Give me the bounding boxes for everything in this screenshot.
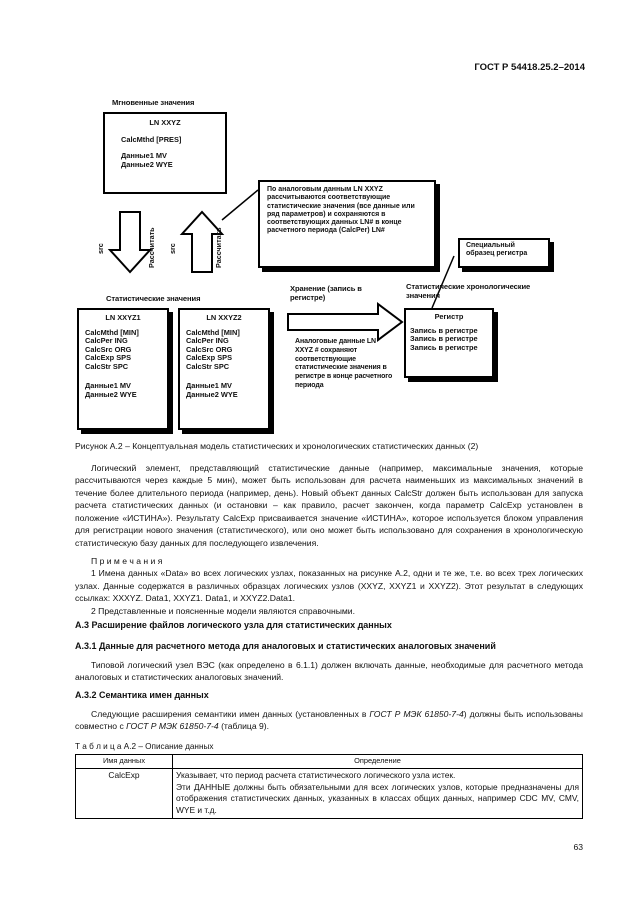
src-label: src [168,243,177,254]
paragraph-2-text: Типовой логический узел ВЭС (как определено в 6.1.1) должен включать данные, необходимые для расчетного метода аналоговых и статистических аналоговых значений. [75,660,583,683]
src-label: src [96,243,105,254]
table-cell-definition [173,768,583,818]
paragraph-2 [75,659,583,684]
table-header: Имя данных [76,755,173,769]
stat-box-2-line: CalcPer ING [186,336,229,346]
paragraph-3-part: (таблица 9). [218,721,270,732]
standard-reference: ГОСТ Р МЭК 61850-7-4 [369,709,464,719]
paragraph-1 [75,462,583,549]
note-1: 1 Имена данных «Data» во всех логических узлах, показанных на рисунке А.2, одни и те же, т.е. во всех трех логических узлах. Данные содержатся в различных образцах логических узлов (XXYZ, XXYZ1 и XXYZ2). Этот результат в следующих ссылках: XXXYZ. Data1, XXYZ1. Data1, и XXYZ2.Data1. [75,568,583,604]
stat-box-1-line: Данные1 MV [85,381,131,391]
chrono-values-label: Статистические хронологические значения [406,282,531,301]
table-caption: Т а б л и ц а А.2 – Описание данных [75,742,214,751]
stat-box-1-line: CalcSrc ORG [85,344,132,354]
paragraph-3-part: Следующие расширения семантики имен данных (установленных в [91,709,370,719]
table-header-row [76,755,583,769]
stat-box-2-line: CalcMthd [MIN] [186,327,240,337]
stat-box-1-line: CalcMthd [MIN] [85,327,139,337]
register-title: Регистр [434,312,464,321]
special-register-box [458,238,550,268]
standard-reference: ГОСТ Р МЭК 61850-7-4 [126,721,219,732]
paragraph-3-part: ) должны быть использованы совместно с [75,709,583,732]
stat-box-2-title: LN XXYZ2 [206,313,242,322]
stat-box-2-line: CalcSrc ORG [186,344,233,354]
section-a32-heading: А.3.2 Семантика имен данных [75,690,209,700]
stat-box-2-line: Данные2 WYE [186,389,238,399]
notes-title: П р и м е ч а н и я [91,556,163,566]
instant-box-line: CalcMthd [PRES] [121,134,182,144]
notes-block [75,555,583,617]
register-entry: Запись в регистре [410,334,478,344]
paragraph-3-text [75,708,583,733]
register-entry: Запись в регистре [410,325,478,335]
note-box [258,180,436,268]
statistical-values-label: Статистические значения [106,294,201,303]
figure-a2 [0,0,630,440]
stat-box-2-line: CalcExp SPS [186,353,233,363]
stat-box-2 [178,308,270,430]
instant-box-line: Данные1 MV [121,151,167,161]
right-arrow-icon [288,304,402,340]
down-arrow-icon [110,212,150,272]
definition-line: Эти ДАННЫЕ должны быть обязательными для всех логических узлов, которые предназначены для отображения статистических данных, указанных в классах общих данных, например CDC MV, CMV, WYE и т.д. [176,781,579,816]
stat-box-1-line: CalcStr SPC [85,361,129,371]
paragraph-1-text: Логический элемент, представляющий статистические данные (например, максимальные значения, которые рассчитываются через каждые 5 мин), может быть использован для расчета наименьших из максимальных значений в течение более длительного периода (например, день). Новый объект данных CalcStr должен быть использован для запуска расчета статистических данных (и остановки – как правило, расчет закончен, когда параметр CalcExp установлен в положение «ИСТИНА»). Результату CalcExp присваивается значение «ИСТИНА», которое используется блоком управления для регистрации нового значения (статистического), или оно может быть использовано для сохранения в хронологическую статистическую базу данных для последующего извлечения. [75,463,583,548]
table-cell-name: CalcExp [76,768,173,818]
table-header: Определение [173,755,583,769]
register-entry: Запись в регистре [410,342,478,352]
standard-code: ГОСТ Р 54418.25.2–2014 [474,62,585,73]
stat-box-1-line: Данные2 WYE [85,389,137,399]
page-number: 63 [573,842,583,852]
instant-values-label: Мгновенные значения [112,98,195,107]
special-register-text: Специальный образец регистра [466,242,528,258]
stat-box-2-line: Данные1 MV [186,381,232,391]
definition-line: Указывает, что период расчета статистического логического узла истек. [176,769,456,780]
register-box [404,308,494,378]
table-row [76,768,583,818]
paragraph-3 [75,708,583,733]
stat-box-1-line: CalcExp SPS [85,353,132,363]
stat-box-1 [77,308,169,430]
section-a3-heading: А.3 Расширение файлов логического узла для статистических данных [75,620,392,630]
instant-box [103,112,227,194]
stat-box-1-title: LN XXYZ1 [105,313,141,322]
note-2: 2 Представленные и поясненные модели являются справочными. [91,605,355,616]
data-description-table [75,754,583,819]
storage-note: Аналоговые данные LN XXYZ # сохраняют соответствующие статистические значения в регистре в конце расчетного периода [295,338,393,389]
section-a31-heading: А.3.1 Данные для расчетного метода для аналоговых и статистических аналоговых значений [75,641,496,651]
stat-box-2-line: CalcStr SPC [186,361,230,371]
instant-box-line: Данные2 WYE [121,159,173,169]
calc-label: Рассчитать [147,227,156,268]
calc-label: Рассчитать [214,227,223,268]
storage-label: Хранение (запись в регистре) [290,284,362,303]
note-box-text: По аналоговым данным LN XXYZ рассчитываются соответствующие статистические значения (все данные или ряд параметров) и сохраняются в соответствующих данных LN# в конце расчетного периода (CalcPer) LN# [267,186,415,235]
instant-box-title: LN XXYZ [149,118,181,127]
figure-caption: Рисунок А.2 – Концептуальная модель статистических и хронологических статистических данных (2) [75,441,479,451]
stat-box-1-line: CalcPer ING [85,336,128,346]
